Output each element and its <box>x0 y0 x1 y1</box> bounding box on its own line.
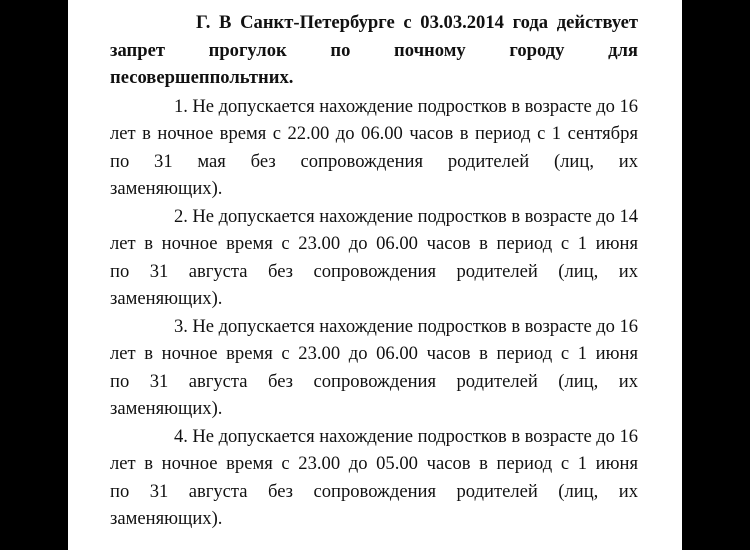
document-heading <box>110 9 638 92</box>
paragraph-line: заменяющих). <box>110 178 223 199</box>
rule-paragraph-3 <box>110 313 638 423</box>
paragraph-line: лет в ночное время с 23.00 до 06.00 часов в период с 1 июня <box>110 233 638 254</box>
paragraph-line: по 31 августа без сопровождения родителей (лиц, их <box>110 370 638 392</box>
paragraph-line: 1. Не допускается нахождение подростков в возрасте до 16 <box>174 95 638 117</box>
rule-paragraph-2 <box>110 203 638 313</box>
paragraph-line: 4. Не допускается нахождение подростков в возрасте до 16 <box>174 425 638 447</box>
paragraph-line: заменяющих). <box>110 288 223 309</box>
paragraph-line: 2. Не допускается нахождение подростков в возрасте до 14 <box>174 205 638 227</box>
paragraph-line: заменяющих). <box>110 508 223 529</box>
document-page <box>68 0 682 550</box>
paragraph-line: 3. Не допускается нахождение подростков в возрасте до 16 <box>174 315 638 337</box>
heading-line: песовершеппольтних. <box>110 67 294 88</box>
paragraph-line: по 31 мая без сопровождения родителей (лиц, их <box>110 150 638 172</box>
paragraph-line: лет в ночное время с 22.00 до 06.00 часов в период с 1 сентября <box>110 123 638 144</box>
rule-paragraph-4 <box>110 423 638 533</box>
paragraph-line: лет в ночное время с 23.00 до 06.00 часов в период с 1 июня <box>110 343 638 364</box>
heading-line: запрет прогулок по почному городу для <box>110 39 638 61</box>
heading-line: Г. В Санкт-Петербурге с 03.03.2014 года действует <box>196 12 638 33</box>
paragraph-line: по 31 августа без сопровождения родителей (лиц, их <box>110 260 638 282</box>
paragraph-line: лет в ночное время с 23.00 до 05.00 часов в период с 1 июня <box>110 453 638 474</box>
paragraph-line: по 31 августа без сопровождения родителей (лиц, их <box>110 480 638 502</box>
paragraph-line: заменяющих). <box>110 398 223 419</box>
rule-paragraph-1 <box>110 93 638 203</box>
